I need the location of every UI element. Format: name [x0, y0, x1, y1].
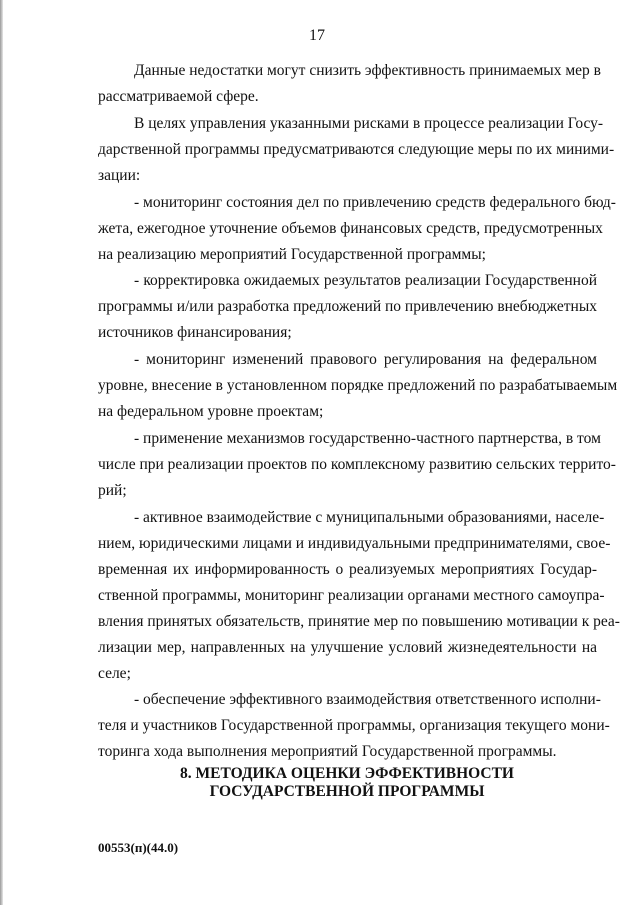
list-item-line: вления принятых обязательств, принятие мер по повышению мотивации к реа-	[98, 613, 620, 630]
list-item-line: - корректировка ожидаемых результатов реализации Государственной	[134, 272, 597, 289]
document-code: 00553(п)(44.0)	[98, 840, 179, 855]
list-item-line: рий;	[98, 482, 127, 499]
list-item-line: ственной программы, мониторинг реализации органами местного самоупра-	[98, 587, 605, 604]
list-item-line: теля и участников Государственной программы, организация текущего мони-	[98, 717, 610, 734]
list-item-line: уровне, внесение в установленном порядке предложений по разрабатываемым	[98, 377, 618, 394]
text-line: зации:	[98, 167, 141, 184]
list-item-line: - мониторинг изменений правового регулирования на федеральном	[134, 351, 597, 368]
list-item-line: на реализацию мероприятий Государственной программы;	[98, 246, 486, 263]
list-item-line: нием, юридическими лицами и индивидуальными предпринимателями, свое-	[98, 535, 611, 552]
list-item-line: селе;	[98, 665, 131, 682]
list-item-line: - активное взаимодействие с муниципальными образованиями, населе-	[134, 509, 605, 526]
section-heading-line1: 8. МЕТОДИКА ОЦЕНКИ ЭФФЕКТИВНОСТИ	[179, 765, 514, 782]
list-item-line: программы и/или разработка предложений по привлечению внебюджетных	[98, 298, 597, 315]
list-item-line: лизации мер, направленных на улучшение условий жизнедеятельности на	[98, 639, 597, 656]
text-line: дарственной программы предусматриваются следующие меры по их миними-	[98, 141, 615, 158]
list-item-line: жета, ежегодное уточнение объемов финансовых средств, предусмотренных	[98, 220, 603, 237]
list-item-line: торинга хода выполнения мероприятий Государственной программы.	[98, 743, 557, 760]
section-heading-line2: ГОСУДАРСТВЕННОЙ ПРОГРАММЫ	[209, 783, 485, 800]
list-item-line: источников финансирования;	[98, 324, 292, 341]
list-item-line: - обеспечение эффективного взаимодействия ответственного исполни-	[134, 691, 601, 708]
text-line: Данные недостатки могут снизить эффективность принимаемых мер в	[134, 62, 601, 79]
text-line: В целях управления указанными рисками в процессе реализации Госу-	[134, 115, 604, 132]
list-item-line: - применение механизмов государственно-частного партнерства, в том	[134, 430, 601, 447]
list-item-line: числе при реализации проектов по комплексному развитию сельских террито-	[98, 456, 616, 473]
list-item-line: - мониторинг состояния дел по привлечению средств федерального бюд-	[134, 194, 616, 211]
list-item-line: на федеральном уровне проектам;	[98, 403, 324, 420]
text-line: рассматриваемой сфере.	[98, 88, 259, 105]
list-item-line: временная их информированность о реализуемых мероприятиях Государ-	[98, 561, 597, 578]
page-number: 17	[309, 27, 325, 44]
